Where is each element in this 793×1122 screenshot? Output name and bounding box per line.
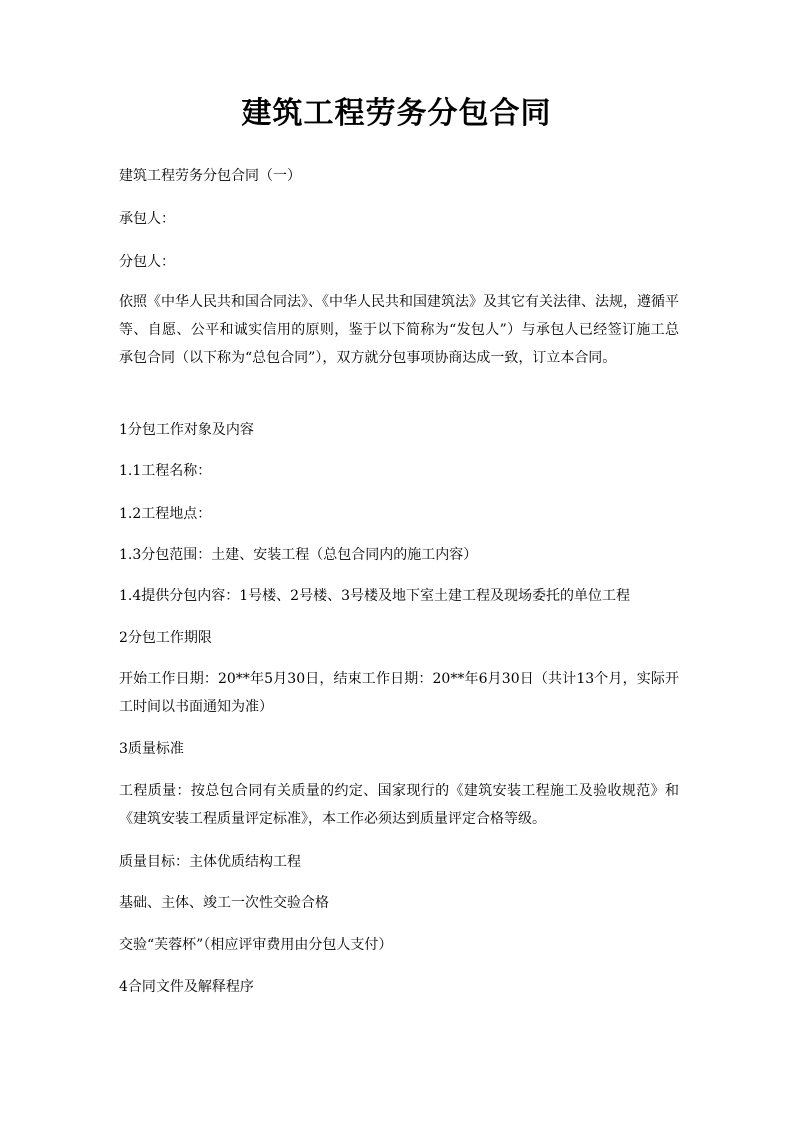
award-paragraph: 交验“芙蓉杯”（相应评审费用由分包人支付）: [119, 937, 393, 953]
document-title: 建筑工程劳务分包合同: [241, 96, 552, 131]
section-4-heading: 4合同文件及解释程序: [119, 979, 254, 995]
preamble-paragraph: 依照《中华人民共和国合同法》、《中华人民共和国建筑法》及其它有关法律、法规，遵循平等、自愿、公平和诚实信用的原则，鉴于以下简称为“发包人”）与承包人已经签订施工总承包合同（以下称为“总包合同”），双方就分包事项协商达成一致，订立本合同。: [119, 294, 679, 366]
contractor-paragraph: 承包人：: [119, 211, 175, 227]
section-2-heading: 2分包工作期限: [119, 630, 212, 646]
quality-paragraph: 工程质量：按总包合同有关质量的约定、国家现行的《建筑安装工程施工及验收规范》和《建筑安装工程质量评定标准》，本工作必须达到质量评定合格等级。: [119, 783, 679, 827]
subcontractor-paragraph: 分包人：: [119, 254, 175, 270]
quality-target-paragraph: 质量目标：主体优质结构工程: [119, 854, 301, 870]
clause-1-3: 1.3分包范围：土建、安装工程（总包合同内的施工内容）: [119, 547, 478, 563]
acceptance-paragraph: 基础、主体、竣工一次性交验合格: [119, 895, 329, 911]
section-3-heading: 3质量标准: [119, 741, 184, 757]
clause-1-1: 1.1工程名称：: [119, 463, 212, 479]
subtitle-paragraph: 建筑工程劳务分包合同（一）: [119, 168, 301, 184]
work-period-paragraph: 开始工作日期：20**年5月30日，结束工作日期：20**年6月30日（共计13个月，实际开工时间以书面通知为准）: [119, 671, 679, 715]
clause-1-2: 1.2工程地点：: [119, 506, 212, 522]
clause-1-4: 1.4提供分包内容：1号楼、2号楼、3号楼及地下室土建工程及现场委托的单位工程: [119, 588, 630, 604]
section-1-heading: 1分包工作对象及内容: [119, 422, 254, 438]
